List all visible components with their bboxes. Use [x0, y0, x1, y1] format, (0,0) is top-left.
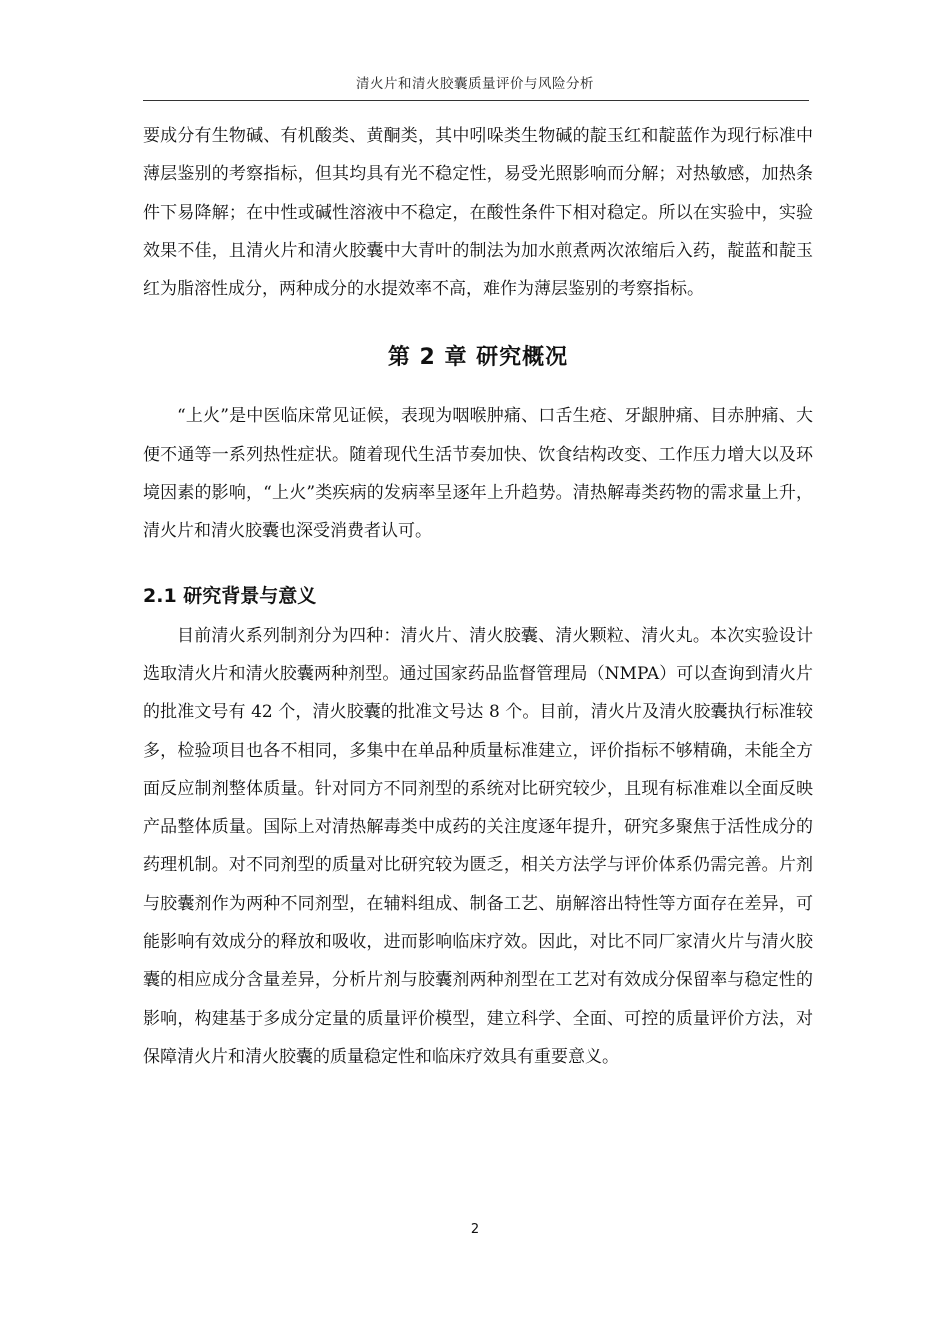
continuation-paragraph: 要成分有生物碱、有机酸类、黄酮类，其中吲哚类生物碱的靛玉红和靛蓝作为现行标准中薄层鉴别的考察指标，但其均具有光不稳定性，易受光照影响而分解；对热敏感，加热条件下易降解；在中性或碱性溶液中不稳定，在酸性条件下相对稳定。所以在实验中，实验效果不佳，且清火片和清火胶囊中大青叶的制法为加水煎煮两次浓缩后入药，靛蓝和靛玉红为脂溶性成分，两种成分的水提效率不高，难作为薄层鉴别的考察指标。: [143, 126, 813, 300]
page-body: [143, 117, 813, 1076]
running-header: 清火片和清火胶囊质量评价与风险分析: [356, 76, 594, 92]
section-paragraph: 目前清火系列制剂分为四种：清火片、清火胶囊、清火颗粒、清火丸。本次实验设计选取清火片和清火胶囊两种剂型。通过国家药品监督管理局（NMPA）可以查询到清火片的批准文号有 42 个，清火胶囊的批准文号达 8 个。目前，清火片及清火胶囊执行标准较多，检验项目也各不相同，多集中在单品种质量标准建立，评价指标不够精确，未能全方面反应制剂整体质量。针对同方不同剂型的系统对比研究较少，且现有标准难以全面反映产品整体质量。国际上对清热解毒类中成药的关注度逐年提升，研究多聚焦于活性成分的药理机制。对不同剂型的质量对比研究较为匮乏，相关方法学与评价体系仍需完善。片剂与胶囊剂作为两种不同剂型，在辅料组成、制备工艺、崩解溶出特性等方面存在差异，可能影响有效成分的释放和吸收，进而影响临床疗效。因此，对比不同厂家清火片与清火胶囊的相应成分含量差异，分析片剂与胶囊剂两种剂型在工艺对有效成分保留率与稳定性的影响，构建基于多成分定量的质量评价模型，建立科学、全面、可控的质量评价方法，对保障清火片和清火胶囊的质量稳定性和临床疗效具有重要意义。: [143, 625, 813, 1067]
chapter-intro-paragraph: “上火”是中医临床常见证候，表现为咽喉肿痛、口舌生疮、牙龈肿痛、目赤肿痛、大便不通等一系列热性症状。随着现代生活节奏加快、饮食结构改变、工作压力增大以及环境因素的影响，“上火”类疾病的发病率呈逐年上升趋势。清热解毒类药物的需求量上升，清火片和清火胶囊也深受消费者认可。: [143, 406, 813, 542]
chapter-title: 第 2 章 研究概况: [387, 345, 569, 371]
page-number: 2: [470, 1222, 480, 1237]
header-divider: [143, 100, 809, 101]
section-title: 2.1 研究背景与意义: [143, 584, 317, 607]
